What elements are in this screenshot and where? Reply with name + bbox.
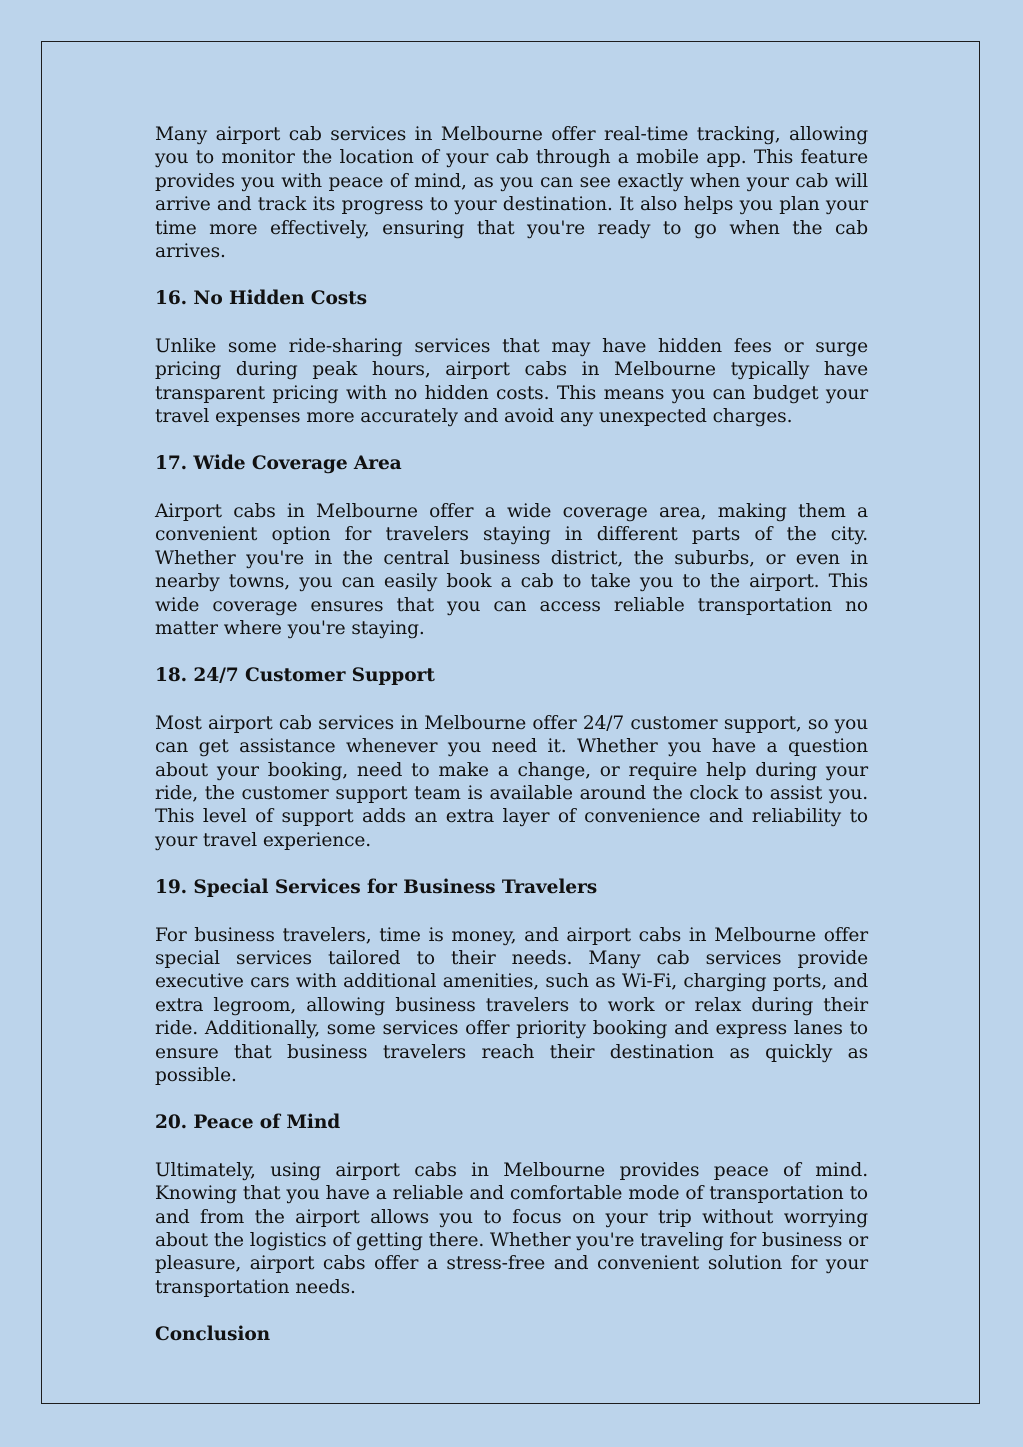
document-body: [155, 123, 868, 1371]
heading-peace-of-mind: 20. Peace of Mind: [155, 1112, 341, 1134]
heading-customer-support: 18. 24/7 Customer Support: [155, 665, 435, 687]
paragraph-real-time-tracking: Many airport cab services in Melbourne offer real-time tracking, allowing you to monitor the location of your cab through a mobile app. This feature provides you with peace of mind, as you can see exactly when your cab will arrive and track its progress to your destination. It also helps you plan your time more effectively, ensuring that you're ready to go when the cab arrives.: [155, 124, 868, 263]
paragraph-wide-coverage-area: Airport cabs in Melbourne offer a wide coverage area, making them a convenient option for travelers staying in different parts of the city. Whether you're in the central business district, the suburbs, or even in nearby towns, you can easily book a cab to take you to the airport. This wide coverage ensures that you can access reliable transportation no matter where you're staying.: [155, 500, 868, 639]
heading-conclusion: Conclusion: [155, 1324, 271, 1346]
heading-wide-coverage-area: 17. Wide Coverage Area: [155, 453, 402, 475]
paragraph-customer-support: Most airport cab services in Melbourne offer 24/7 customer support, so you can get assistance whenever you need it. Whether you have a question about your booking, need to make a change, or require help during your ride, the customer support team is available around the clock to assist you. This level of support adds an extra layer of convenience and reliability to your travel experience.: [155, 712, 868, 851]
paragraph-no-hidden-costs: Unlike some ride-sharing services that may have hidden fees or surge pricing during peak hours, airport cabs in Melbourne typically have transparent pricing with no hidden costs. This means you can budget your travel expenses more accurately and avoid any unexpected charges.: [155, 335, 868, 428]
paragraph-business-travelers: For business travelers, time is money, and airport cabs in Melbourne offer special services tailored to their needs. Many cab services provide executive cars with additional amenities, such as Wi-Fi, charging ports, and extra legroom, allowing business travelers to work or relax during their ride. Additionally, some services offer priority booking and express lanes to ensure that business travelers reach their destination as quickly as possible.: [155, 924, 868, 1086]
heading-business-travelers: 19. Special Services for Business Travelers: [155, 877, 598, 899]
paragraph-peace-of-mind: Ultimately, using airport cabs in Melbourne provides peace of mind. Knowing that you have a reliable and comfortable mode of transportation to and from the airport allows you to focus on your trip without worrying about the logistics of getting there. Whether you're traveling for business or pleasure, airport cabs offer a stress-free and convenient solution for your transportation needs.: [155, 1159, 868, 1298]
heading-no-hidden-costs: 16. No Hidden Costs: [155, 288, 367, 310]
